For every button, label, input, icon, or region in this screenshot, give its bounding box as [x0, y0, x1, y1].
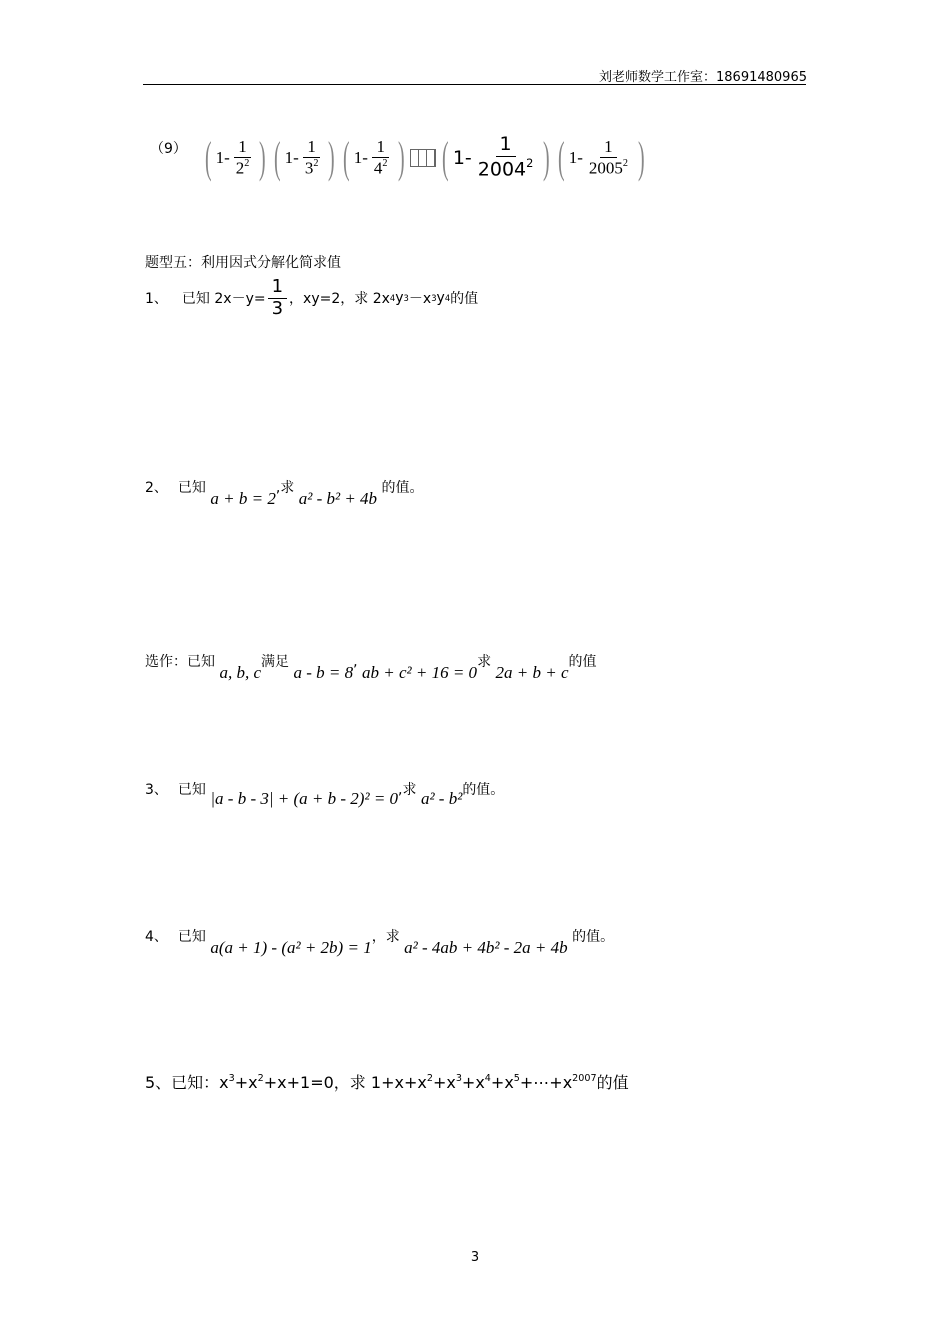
question-number: 2、	[145, 480, 168, 496]
header-text: 刘老师数学工作室：18691480965	[599, 70, 807, 85]
question-number: 4、	[145, 929, 168, 945]
problem-9: （9） ( 1- $\frac{1}{2^2}$ ) ( 1- $\frac{1}{3^2}$ ) ( 1- $\frac{1}{4^2}$ ) ( 1- $\frac{1}{2004^2}$ ) ( 1- $\frac{1}{2005^2}$ )	[150, 132, 645, 182]
fraction: $\frac{1}{3}$	[268, 277, 287, 319]
expression: a² - b² + 4b	[298, 489, 378, 508]
fraction: $\frac{1}{3^2}$	[304, 137, 319, 178]
condition: a + b = 2	[210, 489, 276, 508]
one-minus: 1-	[284, 147, 299, 167]
expression: a² - 4ab + 4b² - 2a + 4b	[404, 938, 568, 957]
fraction: $\frac{1}{4^2}$	[373, 137, 388, 178]
variables: a, b, c	[219, 663, 261, 682]
condition: a - b = 8	[293, 663, 354, 682]
section-title: 题型五：利用因式分解化简求值	[145, 255, 341, 271]
ellipsis-placeholder-icon	[410, 149, 436, 167]
question-number: 3、	[145, 782, 168, 798]
fraction: $\frac{1}{2005^2}$	[588, 137, 628, 178]
question-1: 1、 已知 2x－y= $\frac{1}{3}$ ，xy=2，求 2x 4 y 3 －x 3 y 4 的值	[145, 276, 479, 319]
fraction: $\frac{1}{2004^2}$	[477, 133, 534, 181]
question-2: 2、 已知 a + b = 2,求 a² - b² + 4b 的值。	[145, 480, 424, 508]
question-number: 1、	[145, 291, 168, 308]
condition: ab + c² + 16 = 0	[362, 663, 478, 682]
fraction: $\frac{1}{2^2}$	[235, 137, 250, 178]
one-minus: 1-	[353, 147, 368, 167]
problem-9-label: （9）	[150, 141, 187, 157]
condition: a(a + 1) - (a² + 2b) = 1	[210, 938, 372, 957]
expression: 2a + b + c	[495, 663, 569, 682]
page-number: 3	[470, 1250, 480, 1265]
expression: a² - b²	[420, 789, 463, 808]
question-3: 3、 已知 |a - b - 3| + (a + b - 2)² = 0,求 a² - b²的值。	[145, 782, 505, 808]
condition: |a - b - 3| + (a + b - 2)² = 0	[210, 789, 399, 808]
header-rule	[143, 84, 806, 85]
one-minus: 1-	[568, 147, 583, 167]
one-minus: 1-	[452, 146, 472, 169]
question-5: 5、已知：$x^3+x^2+x+1=0$，求 $1+x+x^2+x^3+x^4+x^5+\cdots+x^{2007}$的值	[145, 1072, 629, 1092]
question-4: 4、 已知 a(a + 1) - (a² + 2b) = 1，求 a² - 4ab + 4b² - 2a + 4b 的值。	[145, 929, 615, 957]
optional-question: 选作：已知 a, b, c满足 a - b = 8, ab + c² + 16 = 0求 2a + b + c的值	[145, 654, 597, 682]
one-minus: 1-	[215, 147, 230, 167]
